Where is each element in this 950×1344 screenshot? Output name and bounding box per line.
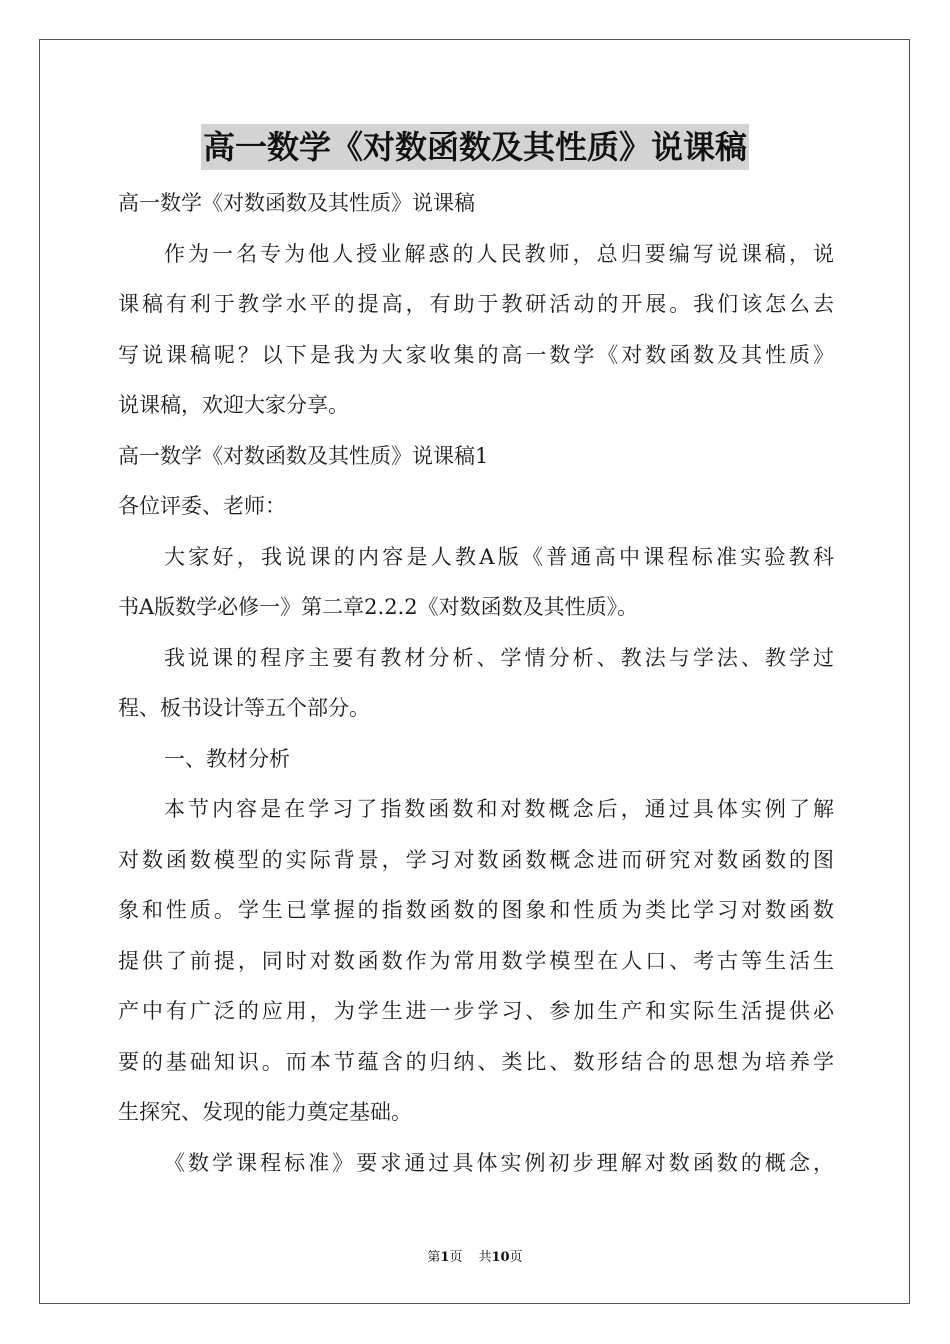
text-line: 作为一名专为他人授业解惑的人民教师，总归要编写说课稿，说 — [164, 241, 834, 266]
page-label-suffix: 页 — [449, 1250, 463, 1265]
text-line: 课稿有利于教学水平的提高，有助于教研活动的开展。我们该怎么去 — [118, 292, 834, 316]
document-body — [118, 178, 834, 1188]
page-label-prefix: 第 — [427, 1250, 441, 1265]
text-line: 我说课的程序主要有教材分析、学情分析、教法与学法、教学过 — [164, 645, 834, 670]
text-line: 程、板书设计等五个部分。 — [118, 696, 370, 720]
text-line: 象和性质。学生已掌握的指数函数的图象和性质为类比学习对数函数 — [118, 898, 834, 922]
total-page-count: 10 — [491, 1250, 510, 1265]
text-line: 书A版数学必修一》第二章2.2.2《对数函数及其性质》。 — [118, 595, 639, 619]
text-line: 写说课稿呢？以下是我为大家收集的高一数学《对数函数及其性质》 — [118, 342, 834, 367]
document-title: 高一数学《对数函数及其性质》说课稿 — [201, 124, 749, 170]
text-line: 高一数学《对数函数及其性质》说课稿1 — [118, 443, 489, 468]
text-line: 生探究、发现的能力奠定基础。 — [118, 1100, 412, 1124]
title-container — [0, 124, 950, 170]
total-label-suffix: 页 — [509, 1250, 523, 1265]
text-line: 各位评委、老师： — [118, 494, 286, 518]
page-footer — [0, 1246, 950, 1265]
text-line: 本节内容是在学习了指数函数和对数概念后，通过具体实例了解 — [164, 797, 834, 821]
text-line: 一、教材分析 — [164, 746, 290, 771]
text-line: 《数学课程标准》要求通过具体实例初步理解对数函数的概念， — [164, 1150, 834, 1175]
text-line: 要的基础知识。而本节蕴含的归纳、类比、数形结合的思想为培养学 — [118, 1049, 834, 1074]
current-page-number: 1 — [440, 1250, 450, 1265]
text-line: 说课稿，欢迎大家分享。 — [118, 393, 349, 417]
text-line: 对数函数模型的实际背景，学习对数函数概念进而研究对数函数的图 — [118, 847, 834, 872]
text-line: 提供了前提，同时对数函数作为常用数学模型在人口、考古等生活生 — [118, 948, 834, 973]
text-line: 高一数学《对数函数及其性质》说课稿 — [118, 191, 475, 215]
text-line: 大家好，我说课的内容是人教A版《普通高中课程标准实验教科 — [164, 544, 834, 569]
total-label-prefix: 共 — [478, 1250, 492, 1265]
text-line: 产中有广泛的应用，为学生进一步学习、参加生产和实际生活提供必 — [118, 999, 834, 1023]
